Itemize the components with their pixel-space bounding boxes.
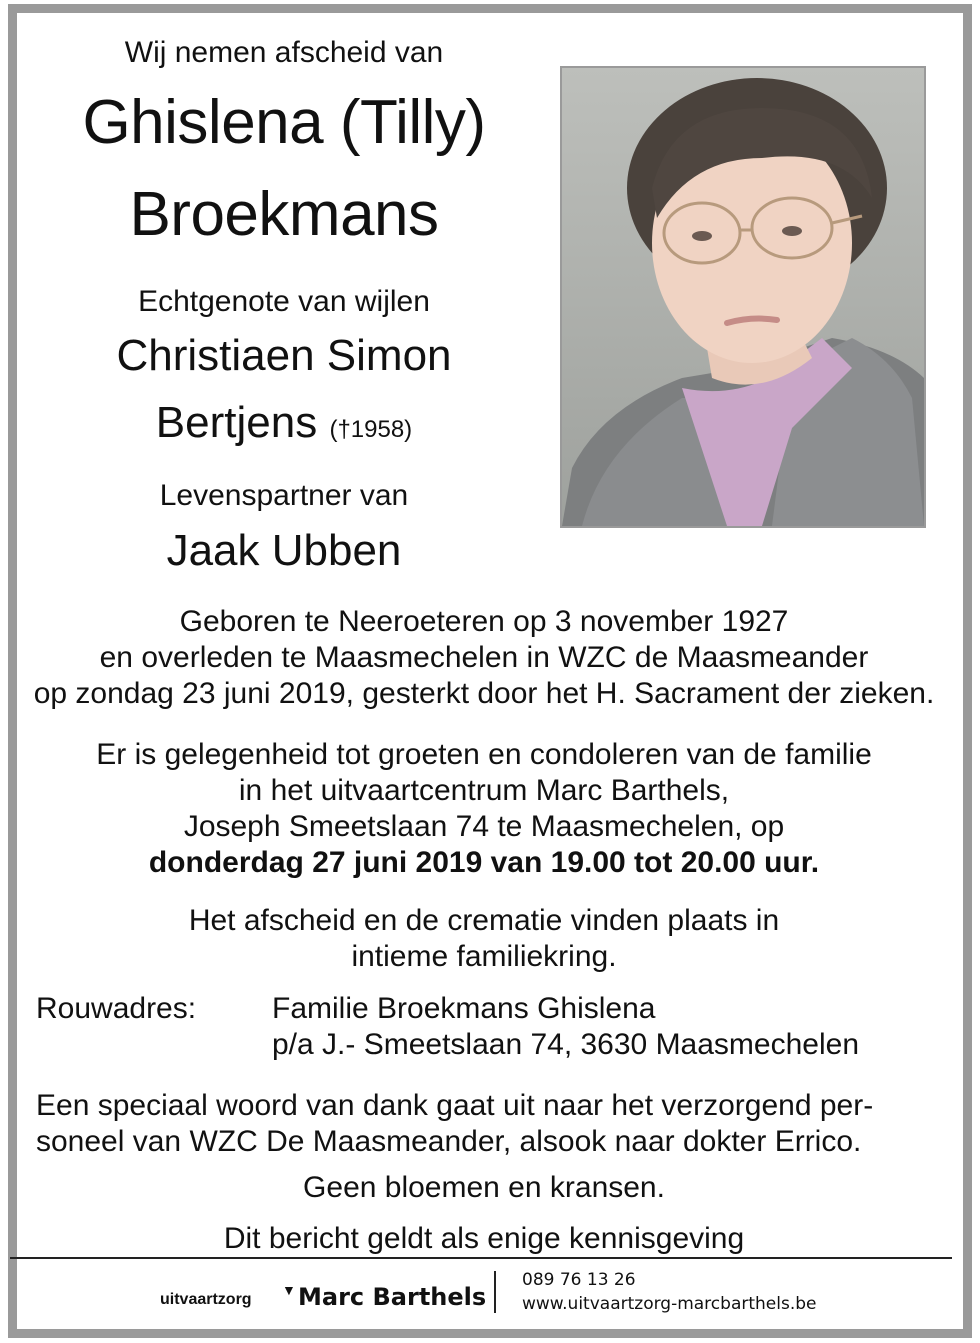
birth-death-line-1: Geboren te Neeroeteren op 3 november 1927 [179, 605, 789, 638]
intro-text: Wij nemen afscheid van [124, 36, 444, 69]
footer-brand-prefix: uitvaartzorg [160, 1291, 252, 1308]
footer-divider [10, 1257, 952, 1259]
footer-phone: 089 76 13 26 [522, 1270, 636, 1290]
portrait-icon [562, 68, 924, 526]
notice-text: Dit bericht geldt als enige kennisgeving [223, 1222, 745, 1255]
birth-death-line-3: op zondag 23 juni 2019, gesterkt door het H. Sacrament der zieken. [33, 677, 935, 710]
condolence-block [24, 737, 944, 881]
no-flowers-text: Geen bloemen en kransen. [303, 1171, 665, 1204]
spouse-death-note: (†1958) [329, 416, 413, 443]
thanks-line-1: Een speciaal woord van dank gaat uit naar het verzorgend per- [36, 1089, 874, 1122]
address-label: Rouwadres: [36, 992, 197, 1025]
condolence-time: donderdag 27 juni 2019 van 19.00 tot 20.00 uur. [148, 846, 820, 879]
cremation-block [24, 903, 944, 975]
footer-brand-name: Marc Barthels [298, 1283, 487, 1311]
thanks-line-2: soneel van WZC De Maasmeander, alsook naar dokter Errico. [36, 1125, 862, 1158]
address-block [272, 991, 859, 1063]
address-line-2: p/a J.- Smeetslaan 74, 3630 Maasmechelen [272, 1028, 860, 1061]
cremation-line-1: Het afscheid en de crematie vinden plaats in [188, 904, 780, 937]
thanks-block [36, 1088, 946, 1160]
partner-name: Jaak Ubben [166, 526, 402, 575]
condolence-line-1: Er is gelegenheid tot groeten en condoleren van de familie [96, 738, 872, 771]
spouse-label: Echtgenote van wijlen [138, 285, 430, 318]
footer-website[interactable]: www.uitvaartzorg-marcbarthels.be [522, 1294, 817, 1314]
birth-death-line-2: en overleden te Maasmechelen in WZC de Maasmeander [99, 641, 869, 674]
spouse-name-line1: Christiaen Simon [116, 331, 452, 380]
condolence-line-3: Joseph Smeetslaan 74 te Maasmechelen, op [183, 810, 785, 843]
address-line-1: Familie Broekmans Ghislena [272, 992, 656, 1025]
footer-separator [494, 1271, 496, 1313]
deceased-name-line2: Broekmans [129, 180, 439, 249]
partner-label: Levenspartner van [159, 479, 409, 512]
condolence-line-2: in het uitvaartcentrum Marc Barthels, [238, 774, 730, 807]
brand-logo-icon: ▼ [282, 1282, 296, 1298]
portrait-photo [560, 66, 926, 528]
cremation-line-2: intieme familiekring. [351, 940, 617, 973]
spouse-name-line2: Bertjens [155, 398, 318, 447]
birth-death-block [24, 604, 944, 712]
spouse-name-line2-row [24, 398, 544, 448]
deceased-name-line1: Ghislena (Tilly) [82, 88, 486, 157]
